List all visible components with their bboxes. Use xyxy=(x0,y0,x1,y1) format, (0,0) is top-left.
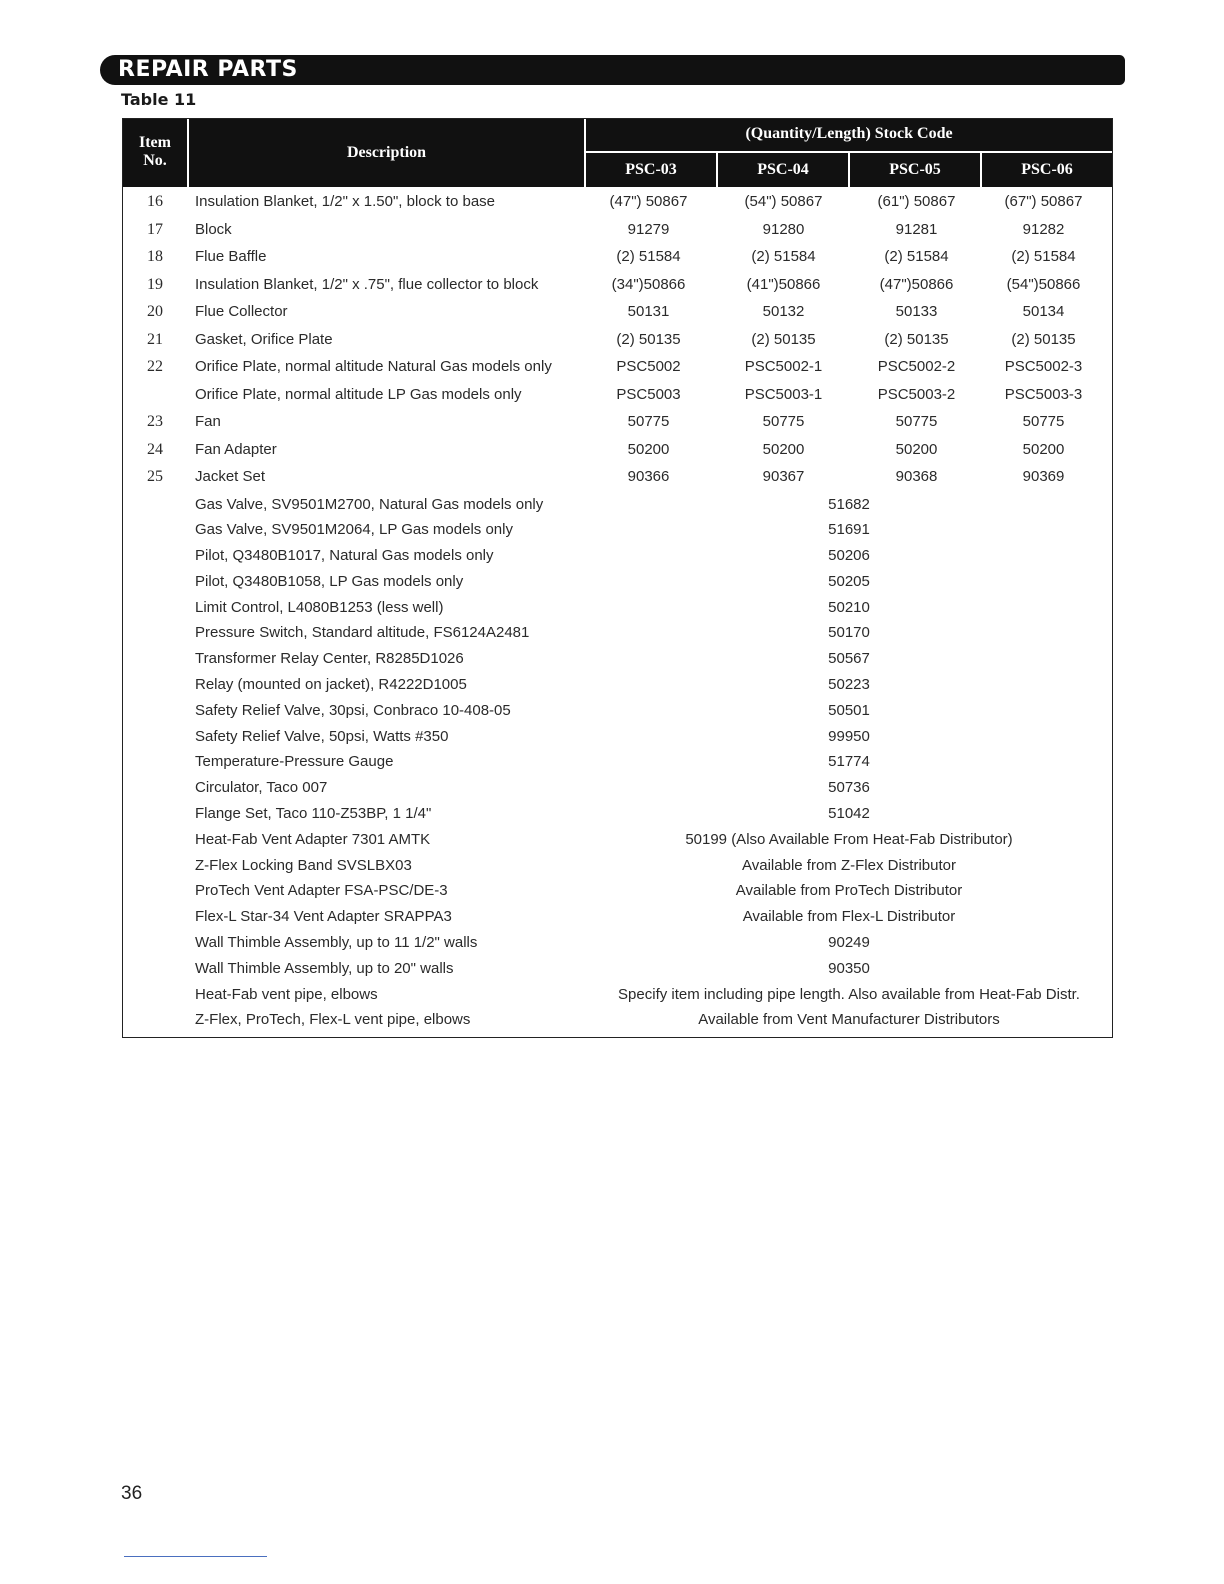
part-description: Flange Set, Taco 110-Z53BP, 1 1/4" xyxy=(195,805,432,823)
stock-code-psc-06: PSC5002-3 xyxy=(1004,358,1083,375)
column-header-item-no xyxy=(123,119,187,187)
table-row xyxy=(123,801,1112,827)
table-row xyxy=(123,904,1112,930)
table-row xyxy=(123,272,1112,300)
stock-code-psc-05: 50133 xyxy=(895,303,938,320)
column-header-psc-04: PSC-04 xyxy=(718,153,848,187)
table-row xyxy=(123,409,1112,437)
stock-code-psc-03: (2) 50135 xyxy=(616,330,681,348)
stock-code-all-models: Available from Flex-L Distributor xyxy=(742,908,956,926)
stock-code-psc-06: (54")50866 xyxy=(1006,275,1081,293)
stock-code-psc-05: (2) 51584 xyxy=(884,248,949,265)
stock-code-psc-04: 50775 xyxy=(762,413,805,430)
table-row xyxy=(123,492,1112,518)
part-description: Flue Baffle xyxy=(195,248,267,265)
section-banner xyxy=(100,55,1125,85)
column-header-item-line2: No. xyxy=(143,152,167,169)
page-number: 36 xyxy=(121,1483,143,1504)
stock-code-psc-03: 50131 xyxy=(627,303,670,320)
table-row xyxy=(123,646,1112,672)
part-description: Gasket, Orifice Plate xyxy=(195,330,333,348)
part-description: Fan Adapter xyxy=(195,440,277,458)
stock-code-psc-03: 91279 xyxy=(627,220,670,238)
part-description: Fan xyxy=(195,413,221,430)
stock-code-psc-05: 90368 xyxy=(895,468,938,485)
part-description: Heat-Fab Vent Adapter 7301 AMTK xyxy=(195,830,431,848)
table-row xyxy=(123,437,1112,465)
stock-code-all-models: Available from ProTech Distributor xyxy=(735,882,963,900)
item-number: 18 xyxy=(147,248,163,265)
table-row xyxy=(123,672,1112,698)
stock-code-psc-06: 50200 xyxy=(1022,440,1065,458)
column-header-stock-code: (Quantity/Length) Stock Code xyxy=(586,119,1112,151)
stock-code-psc-03: (2) 51584 xyxy=(616,248,681,265)
stock-code-psc-06: (2) 50135 xyxy=(1011,330,1076,348)
part-description: Orifice Plate, normal altitude Natural Gas models only xyxy=(195,358,552,375)
stock-code-psc-03: 50775 xyxy=(627,413,670,430)
stock-code-all-models: 90350 xyxy=(828,959,870,977)
part-description: Block xyxy=(195,220,232,238)
stock-code-psc-05: 50200 xyxy=(895,440,938,458)
stock-code-all-models: 50223 xyxy=(828,676,870,694)
stock-code-psc-04: 91280 xyxy=(762,220,805,238)
stock-code-all-models: 51774 xyxy=(828,753,870,771)
part-description: Flue Collector xyxy=(195,303,288,320)
part-description: Jacket Set xyxy=(195,468,266,485)
part-description: Gas Valve, SV9501M2700, Natural Gas models only xyxy=(195,495,544,513)
part-description: Wall Thimble Assembly, up to 11 1/2" walls xyxy=(195,934,478,952)
part-description: Insulation Blanket, 1/2" x 1.50", block to base xyxy=(195,193,495,210)
table-row xyxy=(123,569,1112,595)
stock-code-psc-04: (54") 50867 xyxy=(744,193,823,210)
stock-code-psc-04: 50132 xyxy=(762,303,805,320)
table-row xyxy=(123,327,1112,355)
item-number: 20 xyxy=(147,303,163,320)
column-header-psc-05: PSC-05 xyxy=(850,153,980,187)
table-row xyxy=(123,853,1112,879)
stock-code-all-models: 51691 xyxy=(828,521,870,539)
stock-code-psc-05: (61") 50867 xyxy=(877,193,956,210)
item-number: 25 xyxy=(147,468,163,485)
table-row xyxy=(123,543,1112,569)
part-description: Pressure Switch, Standard altitude, FS6124A2481 xyxy=(195,624,530,642)
table-row xyxy=(123,620,1112,646)
table-row xyxy=(123,982,1112,1008)
stock-code-psc-06: 91282 xyxy=(1022,220,1065,238)
part-description: Safety Relief Valve, 50psi, Watts #350 xyxy=(195,727,449,745)
part-description: ProTech Vent Adapter FSA-PSC/DE-3 xyxy=(195,882,448,900)
table-row xyxy=(123,749,1112,775)
section-title: REPAIR PARTS xyxy=(118,57,298,82)
table-label: Table 11 xyxy=(121,90,197,109)
stock-code-psc-05: 50775 xyxy=(895,413,938,430)
stock-code-psc-04: (2) 50135 xyxy=(751,330,816,348)
part-description: Temperature-Pressure Gauge xyxy=(195,753,394,771)
table-row xyxy=(123,878,1112,904)
part-description: Limit Control, L4080B1253 (less well) xyxy=(195,598,444,616)
table-row xyxy=(123,217,1112,245)
stock-code-all-models: 50199 (Also Available From Heat-Fab Distributor) xyxy=(685,830,1013,848)
column-header-psc-03: PSC-03 xyxy=(586,153,716,187)
stock-code-psc-05: PSC5002-2 xyxy=(877,358,956,375)
table-row xyxy=(123,354,1112,382)
stock-code-all-models: 50501 xyxy=(828,701,870,719)
part-description: Safety Relief Valve, 30psi, Conbraco 10-408-05 xyxy=(195,701,511,719)
stock-code-all-models: 50736 xyxy=(828,779,870,797)
stock-code-all-models: 50206 xyxy=(828,547,870,565)
item-number: 16 xyxy=(147,193,163,210)
stock-code-psc-03: 50200 xyxy=(627,440,670,458)
stock-code-all-models: Available from Vent Manufacturer Distributors xyxy=(698,1011,1000,1029)
stock-code-all-models: Specify item including pipe length. Also available from Heat-Fab Distr. xyxy=(618,985,1080,1003)
stock-code-all-models: 50210 xyxy=(828,598,870,616)
part-description: Heat-Fab vent pipe, elbows xyxy=(195,985,378,1003)
part-description: Orifice Plate, normal altitude LP Gas models only xyxy=(195,385,522,403)
part-description: Flex-L Star-34 Vent Adapter SRAPPA3 xyxy=(195,908,452,926)
item-number: 21 xyxy=(147,330,163,348)
stock-code-psc-03: (47") 50867 xyxy=(609,193,688,210)
part-description: Pilot, Q3480B1058, LP Gas models only xyxy=(195,572,464,590)
stock-code-psc-04: 90367 xyxy=(762,468,805,485)
stock-code-psc-06: PSC5003-3 xyxy=(1004,385,1083,403)
stock-code-psc-03: 90366 xyxy=(627,468,670,485)
stock-code-psc-06: (2) 51584 xyxy=(1011,248,1076,265)
table-row xyxy=(123,299,1112,327)
stock-code-all-models: 51682 xyxy=(828,495,870,513)
part-description: Transformer Relay Center, R8285D1026 xyxy=(195,650,464,668)
stock-code-psc-05: 91281 xyxy=(895,220,938,238)
table-row xyxy=(123,775,1112,801)
item-number: 23 xyxy=(147,413,163,430)
repair-parts-table xyxy=(122,118,1113,1038)
stock-code-psc-03: PSC5003 xyxy=(616,385,681,403)
table-row xyxy=(123,595,1112,621)
table-body xyxy=(123,189,1112,1033)
stock-code-all-models: 51042 xyxy=(828,805,870,823)
stock-code-psc-06: 50775 xyxy=(1022,413,1065,430)
stock-code-psc-05: PSC5003-2 xyxy=(877,385,956,403)
stock-code-all-models: 50205 xyxy=(828,572,870,590)
column-header-description: Description xyxy=(189,119,584,187)
part-description: Gas Valve, SV9501M2064, LP Gas models only xyxy=(195,521,513,539)
stock-code-psc-05: (47")50866 xyxy=(879,275,954,293)
item-number: 17 xyxy=(147,220,163,238)
table-row xyxy=(123,244,1112,272)
stock-code-psc-04: (2) 51584 xyxy=(751,248,816,265)
column-header-psc-06: PSC-06 xyxy=(982,153,1112,187)
item-number: 19 xyxy=(147,275,163,293)
part-description: Pilot, Q3480B1017, Natural Gas models only xyxy=(195,547,494,565)
stock-code-psc-05: (2) 50135 xyxy=(884,330,949,348)
stock-code-psc-04: 50200 xyxy=(762,440,805,458)
part-description: Z-Flex, ProTech, Flex-L vent pipe, elbows xyxy=(195,1011,471,1029)
part-description: Relay (mounted on jacket), R4222D1005 xyxy=(195,676,467,694)
stock-code-psc-06: 50134 xyxy=(1022,303,1065,320)
stock-code-all-models: 99950 xyxy=(828,727,870,745)
stock-code-psc-03: (34")50866 xyxy=(611,275,686,293)
column-header-item-line1: Item xyxy=(139,134,171,151)
table-row xyxy=(123,382,1112,410)
stock-code-psc-04: PSC5002-1 xyxy=(744,358,823,375)
stock-code-all-models: Available from Z-Flex Distributor xyxy=(742,856,956,874)
stock-code-psc-04: (41")50866 xyxy=(746,275,821,293)
stock-code-all-models: 90249 xyxy=(828,934,870,952)
footer-divider xyxy=(124,1556,267,1557)
stock-code-psc-03: PSC5002 xyxy=(616,358,681,375)
part-description: Insulation Blanket, 1/2" x .75", flue collector to block xyxy=(195,275,539,293)
table-row xyxy=(123,517,1112,543)
stock-code-psc-06: (67") 50867 xyxy=(1004,193,1083,210)
table-row xyxy=(123,464,1112,492)
table-row xyxy=(123,827,1112,853)
table-row xyxy=(123,189,1112,217)
stock-code-psc-06: 90369 xyxy=(1022,468,1065,485)
table-row xyxy=(123,698,1112,724)
table-row xyxy=(123,1007,1112,1033)
table-row xyxy=(123,956,1112,982)
part-description: Z-Flex Locking Band SVSLBX03 xyxy=(195,856,412,874)
part-description: Wall Thimble Assembly, up to 20" walls xyxy=(195,959,454,977)
item-number: 22 xyxy=(147,358,163,375)
stock-code-all-models: 50567 xyxy=(828,650,870,668)
stock-code-all-models: 50170 xyxy=(828,624,870,642)
table-row xyxy=(123,930,1112,956)
part-description: Circulator, Taco 007 xyxy=(195,779,328,797)
stock-code-psc-04: PSC5003-1 xyxy=(744,385,823,403)
item-number: 24 xyxy=(147,440,163,458)
table-row xyxy=(123,724,1112,750)
